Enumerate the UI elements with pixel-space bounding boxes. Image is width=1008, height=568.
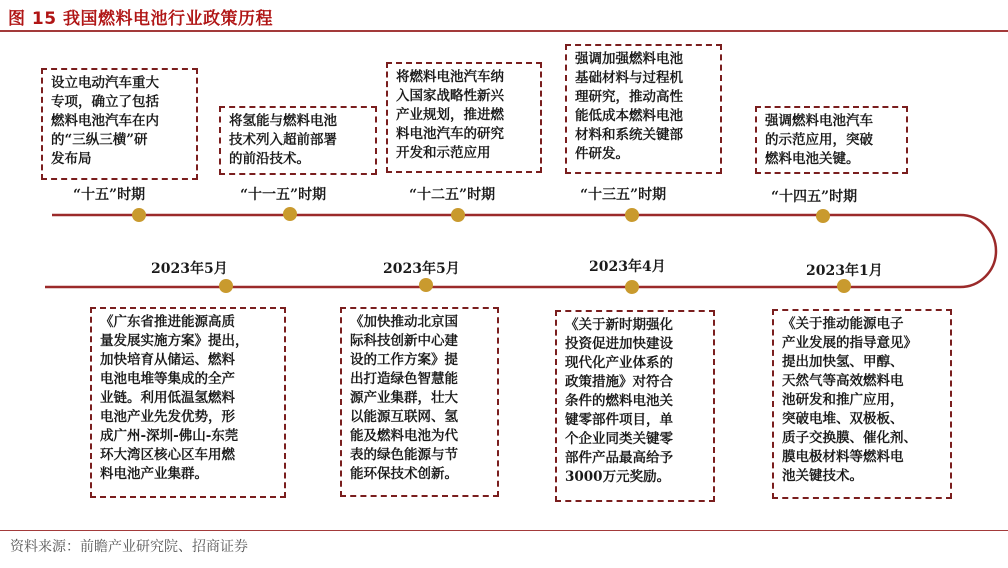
policy-label-3: 2023年4月 <box>589 259 666 275</box>
policy-dot-1 <box>219 279 233 293</box>
policy-dot-2 <box>419 278 433 292</box>
period-box-3: 将燃料电池汽车纳 入国家战略性新兴 产业规划，推进燃 料电池汽车的研究 开发和示范应用 <box>386 62 542 173</box>
source-note: 资料来源：前瞻产业研究院、招商证券 <box>10 539 248 555</box>
period-dot-1 <box>132 208 146 222</box>
period-label-3: “十二五”时期 <box>409 187 496 203</box>
period-dot-5 <box>816 209 830 223</box>
policy-label-4: 2023年1月 <box>806 263 883 279</box>
policy-dot-4 <box>837 279 851 293</box>
source-rule <box>0 530 1008 531</box>
period-dot-2 <box>283 207 297 221</box>
period-label-1: “十五”时期 <box>73 187 146 203</box>
period-box-2: 将氢能与燃料电池 技术列入超前部署 的前沿技术。 <box>219 106 377 175</box>
period-dot-4 <box>625 208 639 222</box>
period-label-5: “十四五”时期 <box>771 189 858 205</box>
period-box-5: 强调燃料电池汽车 的示范应用，突破 燃料电池关键。 <box>755 106 908 174</box>
period-label-2: “十一五”时期 <box>240 187 327 203</box>
policy-box-1: 《广东省推进能源高质 量发展实施方案》提出， 加快培育从储运、燃料 电池电堆等集成的全产 业链。利用低温氢燃料 电池产业先发优势，形 成广州-深圳-佛山-东莞 环大湾区核心区车用燃 料电池产业集群。 <box>90 307 286 498</box>
policy-dot-3 <box>625 280 639 294</box>
figure-title: 图 15 我国燃料电池行业政策历程 <box>8 9 273 29</box>
period-label-4: “十三五”时期 <box>580 187 667 203</box>
period-box-4: 强调加强燃料电池 基础材料与过程机 理研究，推动高性 能低成本燃料电池 材料和系统关键部 件研发。 <box>565 44 722 174</box>
policy-label-1: 2023年5月 <box>151 261 228 277</box>
policy-box-4: 《关于推动能源电子 产业发展的指导意见》 提出加快氢、甲醇、 天然气等高效燃料电 池研发和推广应用， 突破电堆、双极板、 质子交换膜、催化剂、 膜电极材料等燃料电 池关键技术。 <box>772 309 952 499</box>
policy-label-2: 2023年5月 <box>383 261 460 277</box>
period-dot-3 <box>451 208 465 222</box>
policy-box-3: 《关于新时期强化 投资促进加快建设 现代化产业体系的 政策措施》对符合 条件的燃料电池关 键零部件项目，单 个企业同类关键零 部件产品最高给予 3000万元奖励。 <box>555 310 715 502</box>
period-box-1: 设立电动汽车重大 专项，确立了包括 燃料电池汽车在内 的“三纵三横”研 发布局 <box>41 68 198 180</box>
policy-box-2: 《加快推动北京国 际科技创新中心建 设的工作方案》提 出打造绿色智慧能 源产业集群，壮大 以能源互联网、氢 能及燃料电池为代 表的绿色能源与节 能环保技术创新。 <box>340 307 499 497</box>
